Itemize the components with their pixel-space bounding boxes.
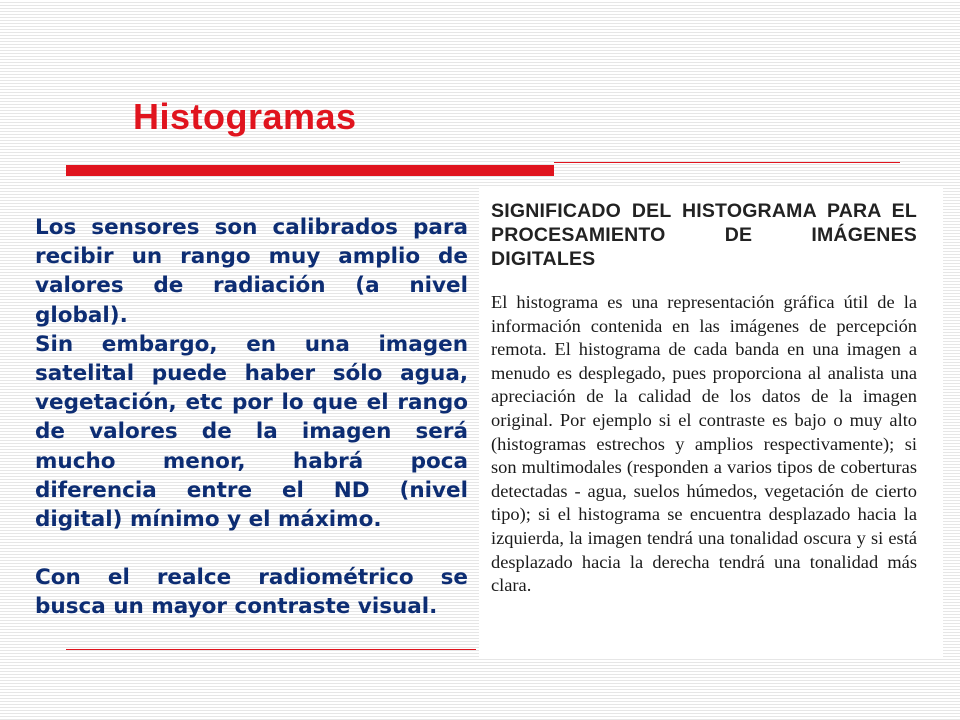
paragraph-sensors: Los sensores son calibrados para recibir un rango muy amplio de valores de radiación (a nivel global). — [35, 215, 468, 328]
scan-heading: SIGNIFICADO DEL HISTOGRAMA PARA EL PROCESAMIENTO DE IMÁGENES DIGITALES — [491, 200, 917, 270]
scanned-document-panel — [479, 188, 943, 658]
footer-divider-line — [66, 649, 476, 650]
title-divider-line — [554, 162, 900, 163]
body-text-block — [35, 213, 468, 622]
title-accent-bar — [66, 165, 554, 176]
scan-body-text: El histograma es una representación gráfica útil de la información contenida en las imágenes de percepción remota. El histograma de cada banda en una imagen a menudo es desplegado, pues proporciona al analista una apreciación de la calidad de los datos de la imagen original. Por ejemplo si el contraste es bajo o muy alto (histogramas estrechos y amplios respectivamente); si son multimodales (responden a varios tipos de coberturas detectadas - agua, suelos húmedos, vegetación de cierto tipo); si el histograma se encuentra desplazado hacia la izquierda, la imagen tendrá una tonalidad oscura y si está desplazado hacia la derecha tendrá una tonalidad más clara. — [491, 292, 917, 596]
slide-title: Histogramas — [133, 96, 357, 137]
paragraph-radiometric-enhancement: Con el realce radiométrico se busca un mayor contraste visual. — [35, 565, 468, 620]
paragraph-satellite-range: Sin embargo, en una imagen satelital puede haber sólo agua, vegetación, etc por lo que el rango de valores de la imagen será mucho menor, habrá poca diferencia entre el ND (nivel digital) mínimo y el máximo. — [35, 331, 468, 533]
